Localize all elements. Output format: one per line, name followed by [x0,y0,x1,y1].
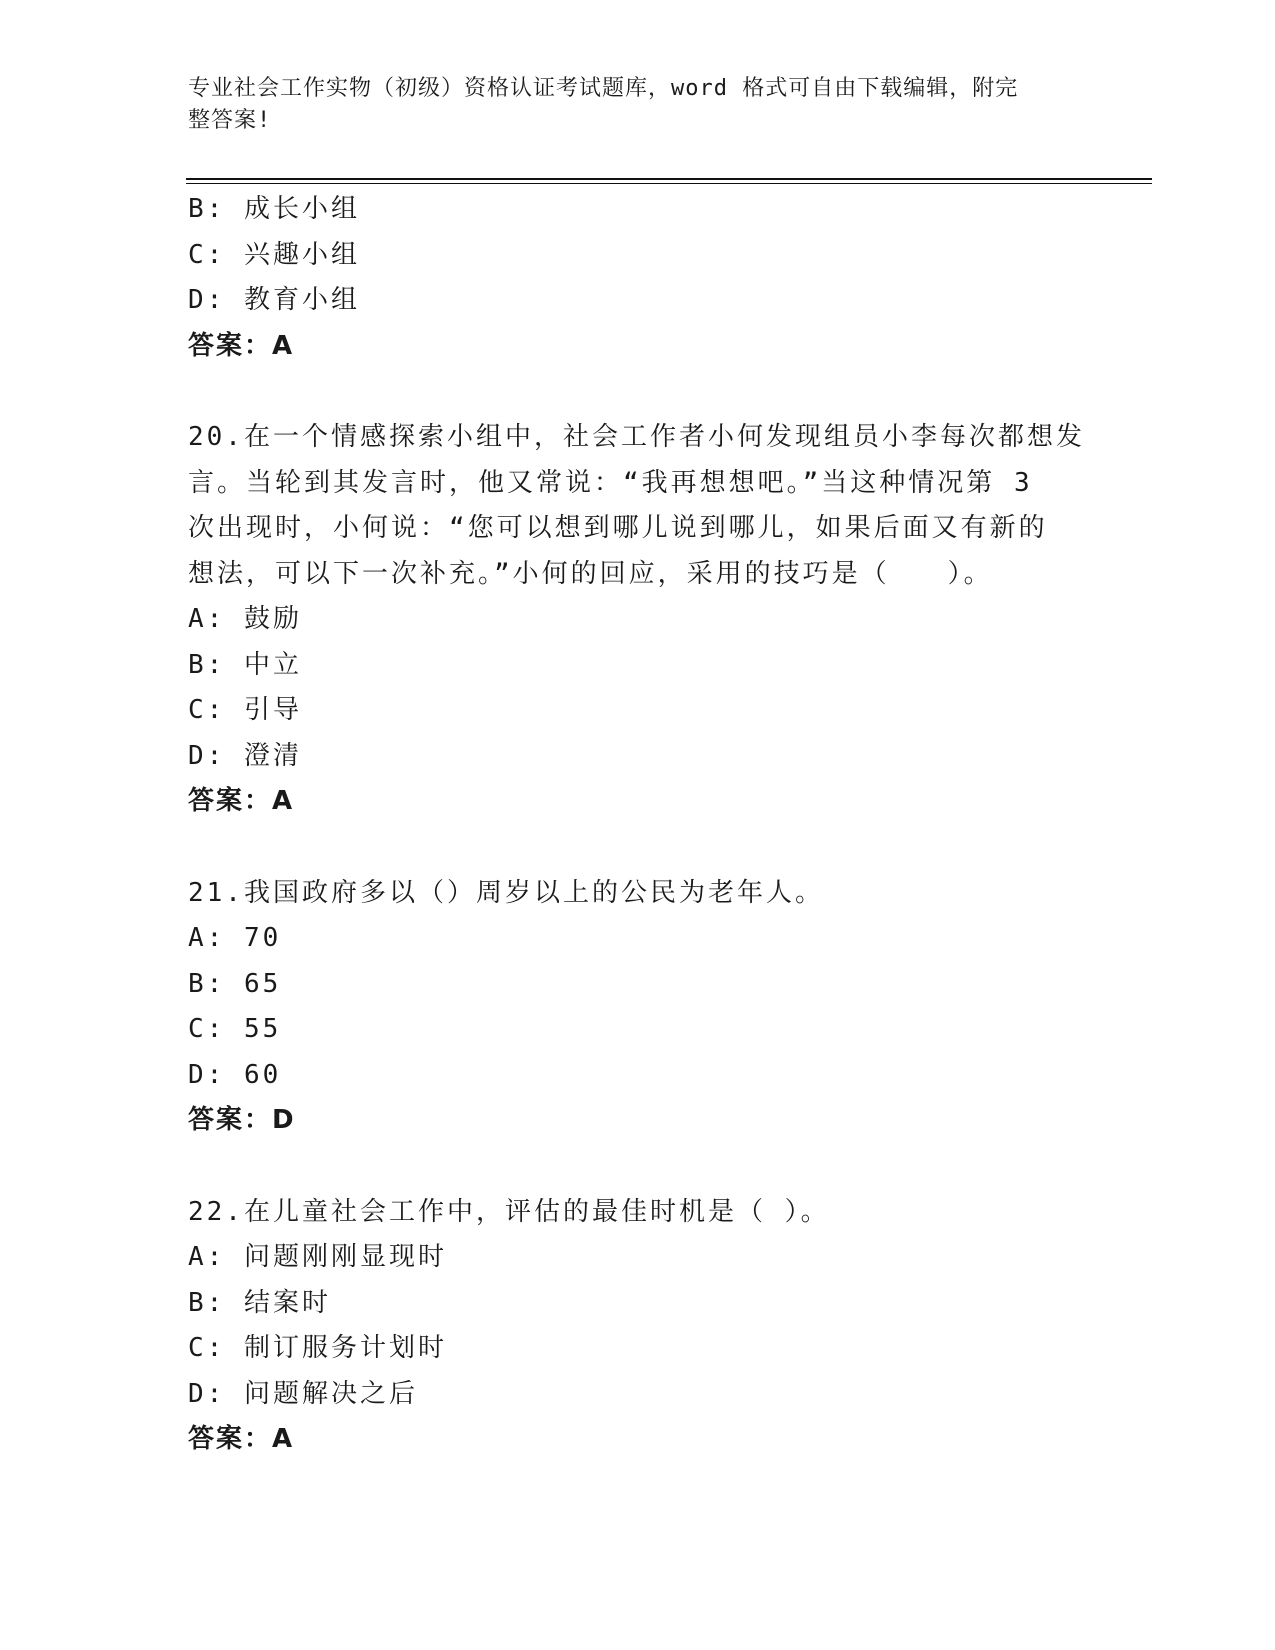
option-b: B: 65 [188,968,282,999]
answer-line: 答案：A [188,1424,295,1454]
page-header [188,73,1068,137]
option-d: D: 教育小组 [188,285,360,315]
question-19-tail [188,187,1088,369]
question-text-line: 20.在一个情感探索小组中，社会工作者小何发现组员小李每次都想发 [188,422,1085,452]
option-d: D: 60 [188,1059,282,1090]
question-text-line: 22.在儿童社会工作中，评估的最佳时机是（ ）。 [188,1196,830,1227]
header-rule-thick [186,178,1152,180]
question-21 [188,871,1088,1144]
option-a: A: 问题刚刚显现时 [188,1242,447,1272]
option-a: A: 70 [188,923,282,953]
header-line-2: 整答案! [188,108,272,133]
option-c: C: 55 [188,1014,282,1044]
option-b: B: 成长小组 [188,194,360,224]
header-rule-thin [186,183,1152,184]
option-d: D: 问题解决之后 [188,1378,418,1409]
question-list [188,187,1088,1463]
option-b: B: 中立 [188,649,302,680]
spacer [188,825,1088,871]
option-d: D: 澄清 [188,740,302,771]
question-text-line: 想法，可以下一次补充。”小何的回应，采用的技巧是（ ）。 [188,558,993,589]
question-20 [188,415,1088,825]
answer-line: 答案：D [188,1105,296,1135]
question-text-line: 次出现时，小何说：“您可以想到哪儿说到哪儿，如果后面又有新的 [188,513,1048,543]
option-c: C: 兴趣小组 [188,239,360,270]
option-c: C: 引导 [188,695,302,725]
answer-line: 答案：A [188,330,295,361]
answer-line: 答案：A [188,786,295,816]
option-a: A: 鼓励 [188,604,302,634]
header-line-1: 专业社会工作实物（初级）资格认证考试题库，word 格式可自由下载编辑，附完 [188,76,1019,101]
question-text-line: 言。当轮到其发言时，他又常说：“我再想想吧。”当这种情况第 3 [188,467,1033,498]
question-22 [188,1190,1088,1463]
option-c: C: 制订服务计划时 [188,1333,447,1363]
spacer [188,1144,1088,1190]
spacer [188,369,1088,415]
question-text-line: 21.我国政府多以（）周岁以上的公民为老年人。 [188,877,824,908]
option-b: B: 结案时 [188,1287,331,1318]
